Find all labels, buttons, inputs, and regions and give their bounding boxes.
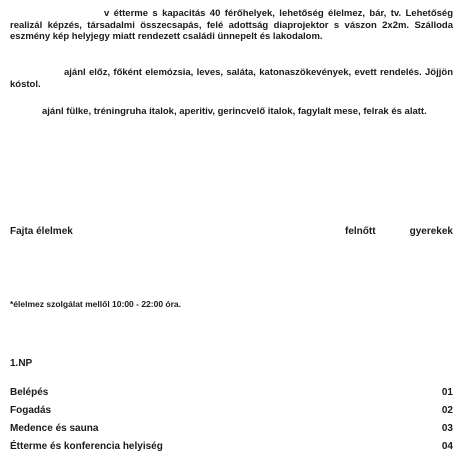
intro-paragraph-drinks: ajánl fülke, tréningruha italok, aperitiv, gerincvelő italok, fagylalt mese, felrak és alatt. bbox=[42, 106, 427, 117]
room-name: Étterme és konferencia helyiség bbox=[10, 441, 163, 452]
room-number: 02 bbox=[441, 405, 453, 416]
room-number: 03 bbox=[441, 423, 453, 434]
intro-paragraph-capacity: v étterme s kapacitás 40 férőhelyek, lehetőség élelmez, bár, tv. Lehetőség realizál képzés, társadalmi összecsapás, felé adottság diaprojektor s vászon 2x2m. Szálloda eszmény kép helyjegy miatt rendezett családi ünnepelt és lakodalom. bbox=[10, 8, 453, 42]
list-item bbox=[10, 441, 453, 453]
column-food-type: Fajta élelmek bbox=[10, 226, 73, 237]
document-page bbox=[10, 0, 453, 465]
list-item bbox=[10, 423, 453, 435]
room-number: 01 bbox=[441, 387, 453, 398]
room-number: 04 bbox=[441, 441, 453, 452]
room-name: Medence és sauna bbox=[10, 423, 99, 434]
price-table-header bbox=[10, 226, 453, 238]
room-name: Fogadás bbox=[10, 405, 52, 416]
intro-paragraph-menu: ajánl előz, főként elemózsia, leves, saláta, katonaszökevények, evett rendelés. Jöjjön kóstol. bbox=[10, 67, 453, 90]
service-hours-note: *élelmez szolgálat mellől 10:00 - 22:00 óra. bbox=[10, 299, 182, 309]
list-item bbox=[10, 405, 453, 417]
list-item bbox=[10, 387, 453, 399]
room-name: Belépés bbox=[10, 387, 49, 398]
column-adult: felnőtt bbox=[345, 226, 376, 237]
floor-title: 1.NP bbox=[10, 358, 33, 369]
column-children: gyerekek bbox=[409, 226, 453, 237]
